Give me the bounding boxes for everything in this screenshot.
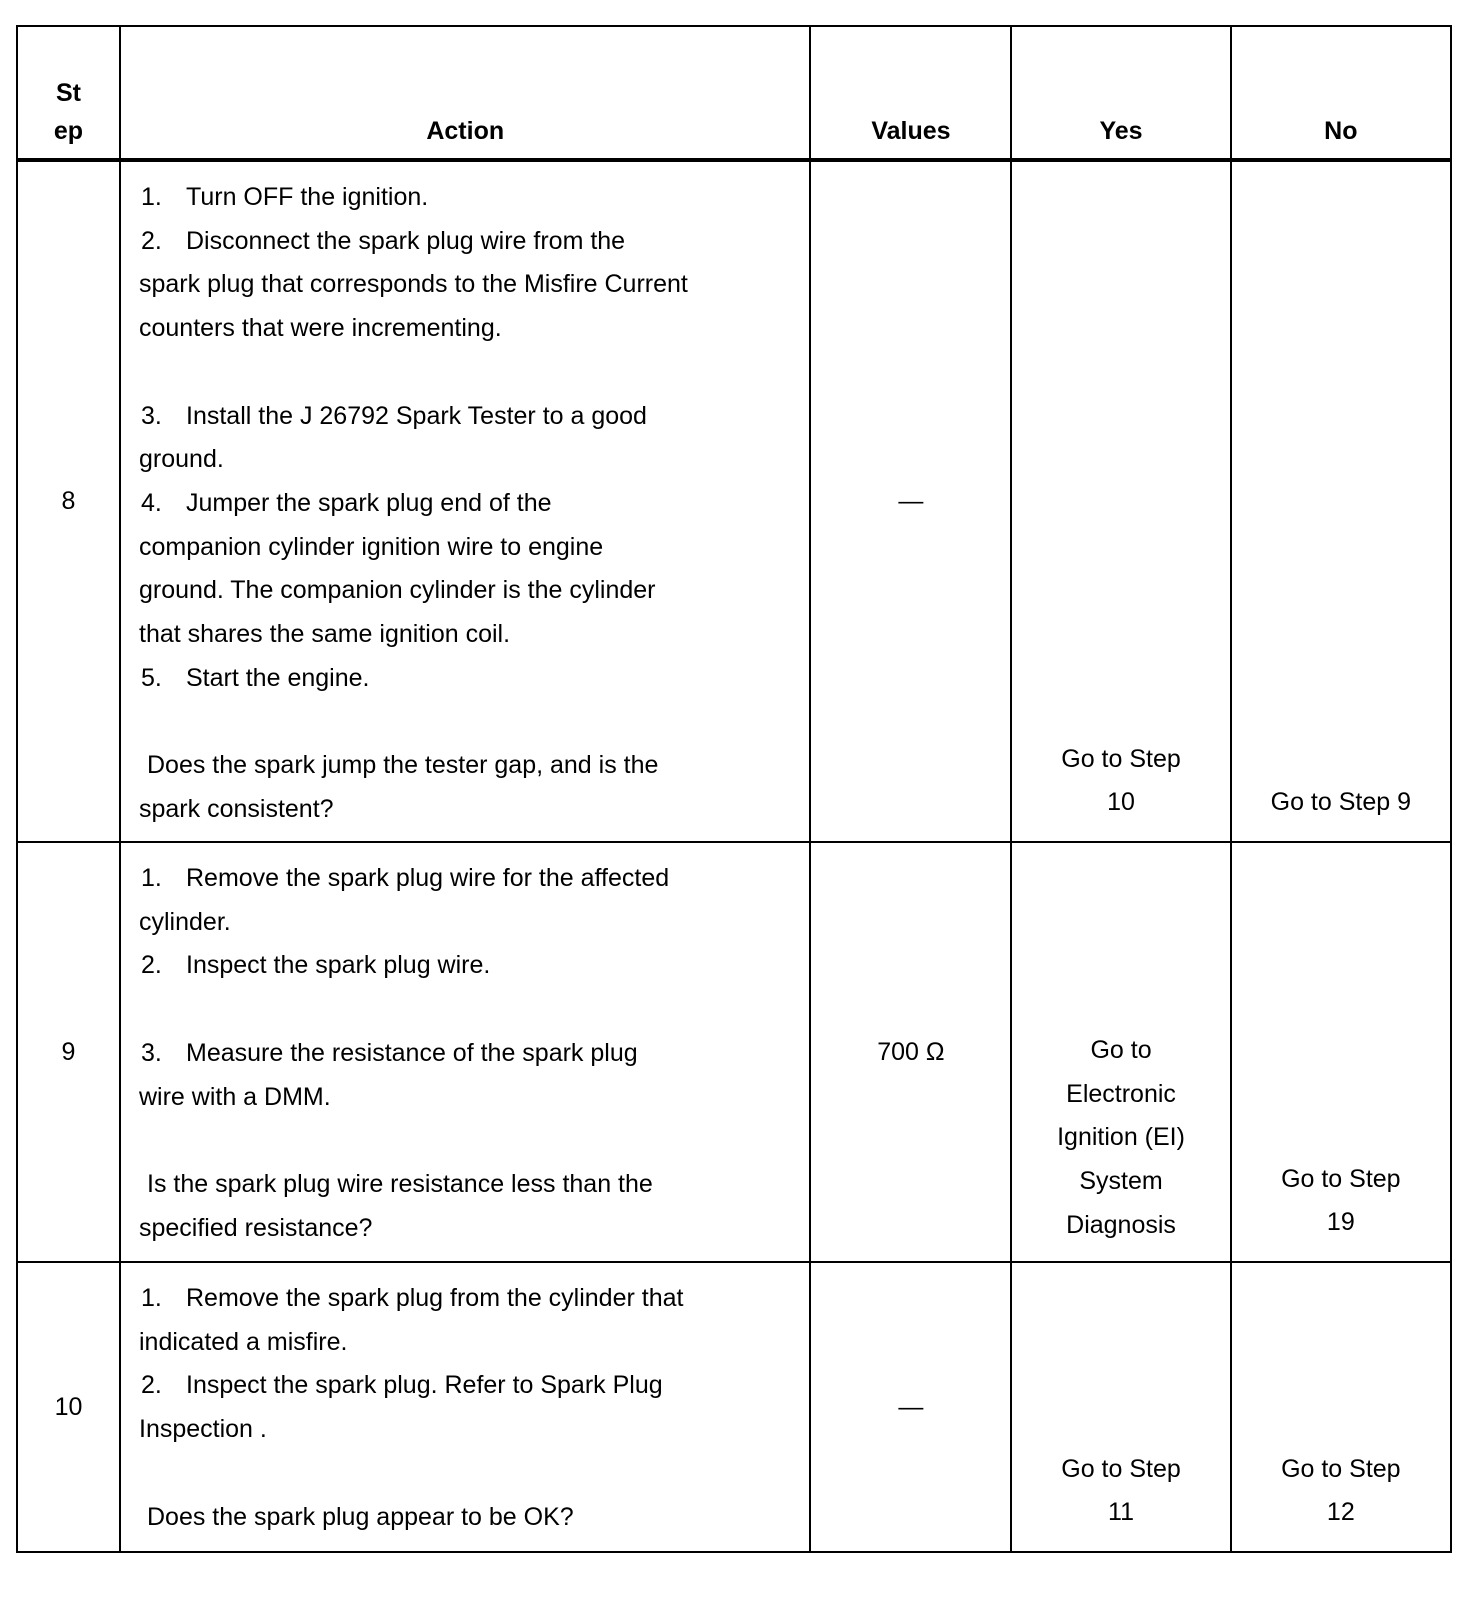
table-row-step-9 <box>17 842 1451 1262</box>
action-text: companion cylinder ignition wire to engine <box>139 532 604 561</box>
no-cell <box>1231 1262 1451 1552</box>
action-text: Measure the resistance of the spark plug <box>186 1038 638 1067</box>
action-text: indicated a misfire. <box>139 1327 348 1356</box>
action-text: Turn OFF the ignition. <box>186 183 429 211</box>
step-number: 10 <box>17 1262 120 1552</box>
action-cell <box>120 1262 810 1552</box>
no-text: Go to Step <box>1281 1164 1401 1193</box>
yes-text: System <box>1079 1167 1163 1196</box>
action-text: Disconnect the spark plug wire from the <box>186 226 626 255</box>
step-item-number: 2. <box>141 951 162 980</box>
step-item-number: 1. <box>141 1284 162 1312</box>
step-number: 9 <box>17 842 120 1262</box>
header-step-line1: St <box>56 79 81 107</box>
header-no: No <box>1231 26 1451 160</box>
action-line <box>139 1032 797 1076</box>
spacer <box>139 351 797 395</box>
yes-text: Electronic <box>1066 1079 1176 1108</box>
table-row-step-8 <box>17 160 1451 842</box>
action-text: Start the engine. <box>186 663 370 692</box>
action-cell <box>120 842 810 1262</box>
yes-cell <box>1011 1262 1230 1552</box>
yes-text: 11 <box>1108 1498 1134 1527</box>
header-action: Action <box>120 26 810 160</box>
no-text: Go to Step 9 <box>1270 788 1412 817</box>
action-text: counters that were incrementing. <box>139 314 502 343</box>
action-line <box>139 1277 797 1321</box>
step-item-number: 1. <box>141 183 162 211</box>
header-row <box>17 26 1451 160</box>
action-text: Inspection . <box>139 1415 267 1444</box>
no-text: 19 <box>1326 1208 1355 1237</box>
action-text: cylinder. <box>139 907 231 936</box>
step-item-number: 3. <box>141 1038 162 1067</box>
header-step-line2: ep <box>53 117 84 145</box>
spacer <box>139 1452 797 1496</box>
action-text: Remove the spark plug wire for the affected <box>186 864 670 892</box>
no-text: Go to Step <box>1281 1454 1401 1483</box>
action-line <box>139 395 797 439</box>
action-text: that shares the same ignition coil. <box>139 620 511 649</box>
diagnostic-table <box>16 25 1452 1553</box>
values-cell: — <box>810 1262 1011 1552</box>
no-text: 12 <box>1326 1498 1355 1527</box>
yes-text: Go to <box>1090 1036 1152 1064</box>
action-text: Inspect the spark plug. Refer to Spark Plug <box>186 1371 663 1400</box>
action-text: Install the J 26792 Spark Tester to a good <box>186 401 647 430</box>
yes-cell <box>1011 160 1230 842</box>
action-line <box>139 657 797 701</box>
action-line <box>139 1364 797 1408</box>
yes-text: 10 <box>1107 788 1135 817</box>
action-text: ground. <box>139 445 224 474</box>
action-line <box>139 857 797 901</box>
question-text: specified resistance? <box>139 1213 373 1242</box>
action-line <box>139 482 797 526</box>
step-item-number: 1. <box>141 864 162 892</box>
action-line <box>139 220 797 264</box>
action-text: Remove the spark plug from the cylinder that <box>186 1284 684 1312</box>
values-cell: — <box>810 160 1011 842</box>
header-step <box>17 26 120 160</box>
header-yes: Yes <box>1011 26 1230 160</box>
step-number: 8 <box>17 160 120 842</box>
yes-text: Diagnosis <box>1066 1210 1176 1239</box>
table-row-step-10 <box>17 1262 1451 1552</box>
action-text: spark plug that corresponds to the Misfire Current <box>139 270 688 299</box>
action-text: wire with a DMM. <box>139 1082 331 1111</box>
yes-text: Ignition (EI) <box>1057 1123 1185 1152</box>
spacer <box>139 988 797 1032</box>
yes-cell <box>1011 842 1230 1262</box>
step-item-number: 5. <box>141 663 162 692</box>
action-line <box>139 944 797 988</box>
question-text: Does the spark jump the tester gap, and is the <box>147 751 659 780</box>
action-line <box>139 176 797 220</box>
step-item-number: 3. <box>141 401 162 430</box>
question-text: Does the spark plug appear to be OK? <box>147 1502 574 1531</box>
spacer <box>139 1119 797 1163</box>
action-text: ground. The companion cylinder is the cylinder <box>139 576 656 605</box>
yes-text: Go to Step <box>1061 744 1181 773</box>
no-cell <box>1231 842 1451 1262</box>
no-cell <box>1231 160 1451 842</box>
step-item-number: 4. <box>141 488 162 517</box>
question-text: spark consistent? <box>139 794 334 823</box>
spacer <box>139 700 797 744</box>
step-item-number: 2. <box>141 1371 162 1400</box>
values-cell: 700 Ω <box>810 842 1011 1262</box>
step-item-number: 2. <box>141 226 162 255</box>
question-text: Is the spark plug wire resistance less than the <box>147 1169 653 1198</box>
action-cell <box>120 160 810 842</box>
action-text: Jumper the spark plug end of the <box>186 488 552 517</box>
action-text: Inspect the spark plug wire. <box>186 951 491 980</box>
header-values: Values <box>810 26 1011 160</box>
yes-text: Go to Step <box>1061 1454 1181 1483</box>
